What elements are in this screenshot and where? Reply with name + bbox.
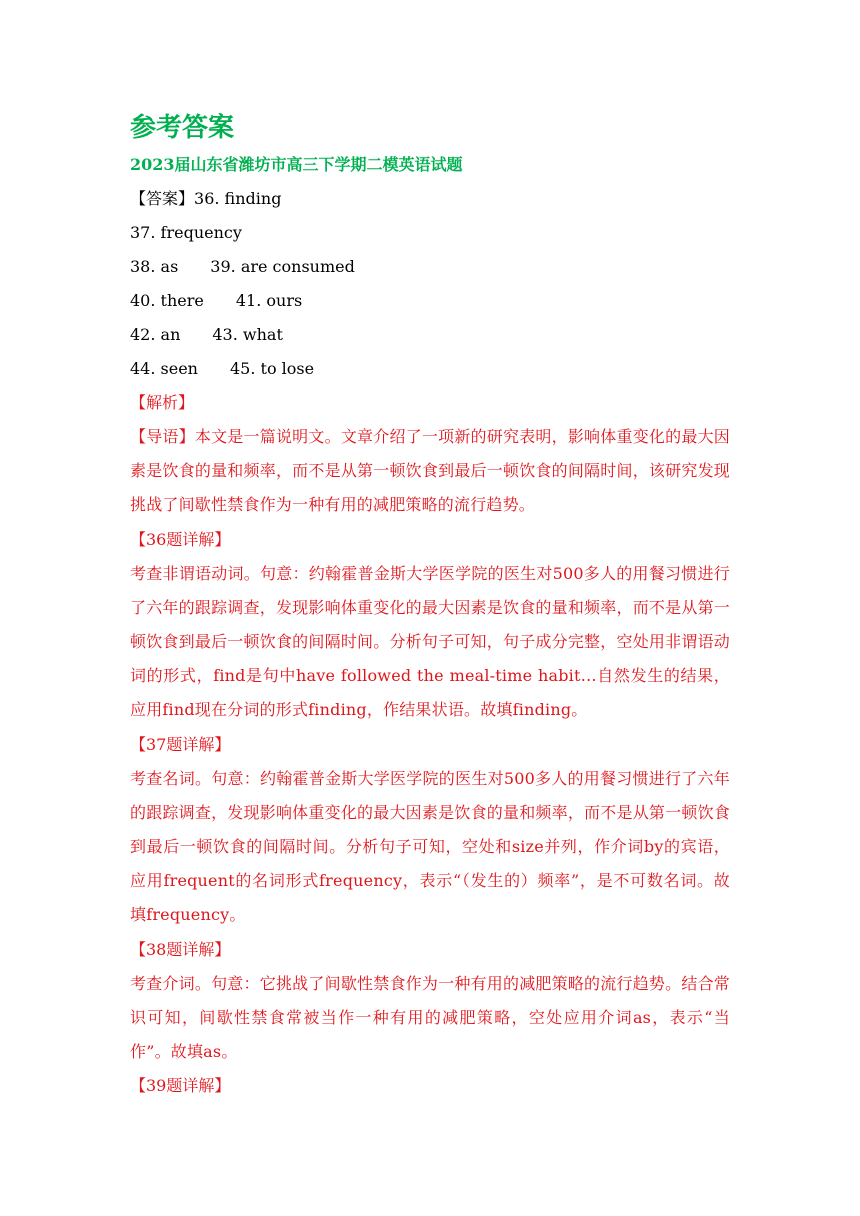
page-title: 参考答案: [130, 113, 235, 143]
answer-line-5: [130, 318, 730, 352]
analysis-label: 【解析】: [130, 393, 195, 412]
answer-line-1: [130, 182, 730, 216]
guide-paragraph: 【导语】本文是一篇说明文。文章介绍了一项新的研究表明，影响体重变化的最大因素是饮食的量和频率，而不是从第一顿饮食到最后一顿饮食的间隔时间，该研究发现挑战了间歇性禁食作为一种有用的减肥策略的流行趋势。: [130, 427, 730, 515]
answer-40: 40. there: [130, 291, 204, 310]
answer-37: 37. frequency: [130, 223, 242, 242]
answer-line-2: [130, 216, 730, 250]
answer-39: 39. are consumed: [210, 257, 355, 276]
q36-explanation: 考查非谓语动词。句意：约翰霍普金斯大学医学院的医生对500多人的用餐习惯进行了六年的跟踪调查，发现影响体重变化的最大因素是饮食的量和频率，而不是从第一顿饮食到最后一顿饮食的间隔时间。分析句子可知，句子成分完整，空处用非谓语动词的形式，find是句中have followed the meal-time habit…自然发生的结果，应用find现在分词的形式finding，作结果状语。故填finding。: [130, 563, 730, 720]
answer-line-3: [130, 250, 730, 284]
answer-line-4: [130, 284, 730, 318]
exam-subtitle: 2023届山东省潍坊市高三下学期二模英语试题: [130, 155, 463, 174]
answer-prefix: 【答案】: [130, 189, 195, 208]
q38-explanation: 考查介词。句意：它挑战了间歇性禁食作为一种有用的减肥策略的流行趋势。结合常识可知，间歇性禁食常被当作一种有用的减肥策略，空处应用介词as，表示“当作”。故填as。: [130, 973, 730, 1062]
answer-41: 41. ours: [235, 291, 303, 310]
answer-line-6: [130, 352, 730, 386]
answer-44: 44. seen: [130, 359, 198, 378]
answer-43: 43. what: [212, 325, 283, 344]
answer-36: 36. finding: [194, 189, 282, 208]
answer-45: 45. to lose: [229, 359, 315, 378]
answer-42: 42. an: [130, 325, 181, 344]
q36-label: 【36题详解】: [130, 529, 231, 549]
q37-label: 【37题详解】: [130, 734, 231, 754]
document-content: [130, 108, 730, 1103]
answer-38: 38. as: [130, 257, 179, 276]
q39-label: 【39题详解】: [130, 1076, 231, 1096]
q38-label: 【38题详解】: [130, 939, 231, 959]
q37-explanation: 考查名词。句意：约翰霍普金斯大学医学院的医生对500多人的用餐习惯进行了六年的跟踪调查，发现影响体重变化的最大因素是饮食的量和频率，而不是从第一顿饮食到最后一顿饮食的间隔时间。分析句子可知，空处和size并列，作介词by的宾语，应用frequent的名词形式frequency，表示“（发生的）频率”，是不可数名词。故填frequency。: [130, 768, 730, 925]
